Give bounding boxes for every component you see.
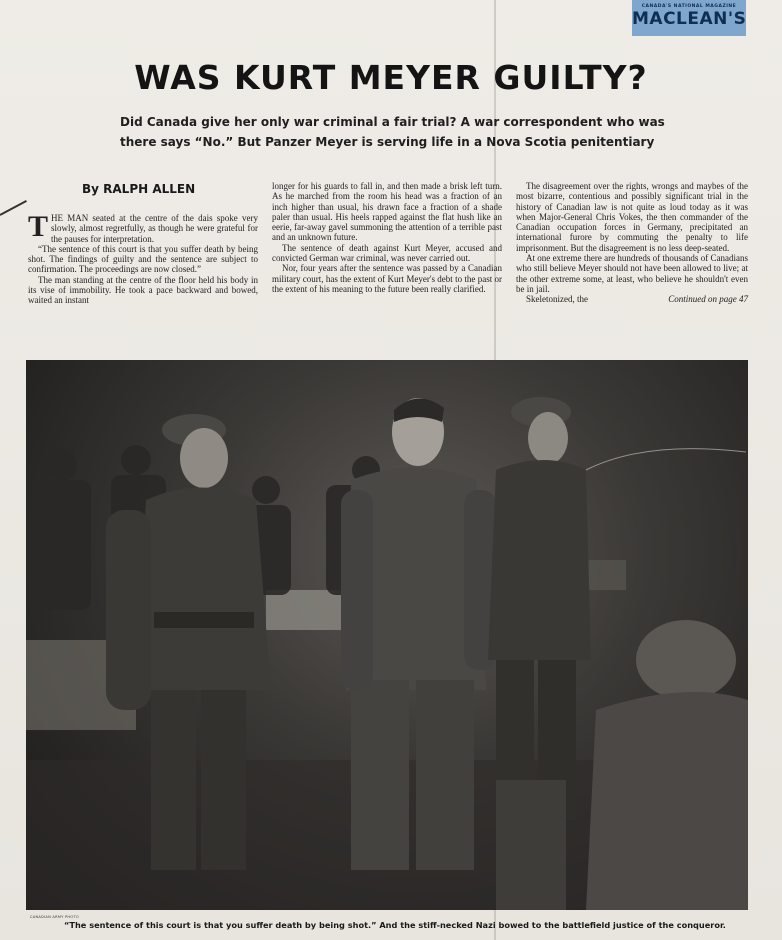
article-column-2 (272, 181, 502, 294)
masthead-subtitle: CANADA'S NATIONAL MAGAZINE (641, 4, 737, 9)
deck-subheading (120, 112, 666, 152)
print-crack (586, 449, 746, 470)
last-line-text: Skeletonized, the (526, 294, 588, 305)
headline: WAS KURT MEYER GUILTY? (134, 58, 648, 97)
byline: By RALPH ALLEN (82, 182, 196, 196)
photo-illustration (26, 360, 748, 910)
paragraph: At one extreme there are hundreds of thousands of Canadians who still believe Meyer should not have been allowed to live; at the other extreme some, at least, who believe he shouldn't even be in jail. (516, 253, 748, 294)
masthead-logo: MACLEAN'S (632, 9, 747, 29)
masthead-badge (632, 0, 746, 36)
deck-line-1: Did Canada give her only war criminal a fair trial? A war correspondent who was (120, 115, 665, 129)
paragraph: The sentence of death against Kurt Meyer, accused and convicted German war criminal, was never carried out. (272, 242, 502, 264)
continued-note: Continued on page 47 (668, 294, 748, 305)
paragraph: longer for his guards to fall in, and then made a brisk left turn. As he marched from the room his head was a fraction of an inch higher than usual, his drawn face a fraction of a shade paler than usual. His heels rapped against the flat hush like an eerie, far-away gavel summoning the attention of a terrible past and an unknown future. (272, 181, 502, 243)
drop-cap: T (28, 210, 49, 243)
courtroom-photo (26, 360, 748, 910)
guard-right (488, 397, 591, 820)
article-column-3 (516, 181, 748, 305)
photo-credit: CANADIAN ARMY PHOTO (30, 915, 79, 919)
paragraph: Nor, four years after the sentence was passed by a Canadian military court, has the extent of Kurt Meyer's debt to the past or the extent of his meaning to the future been really clarified. (272, 263, 502, 294)
pen-mark (0, 200, 27, 216)
paragraph: “The sentence of this court is that you suffer death by being shot. The findings of guilty and the sentence are subject to confirmation. The proceedings are now closed.” (28, 243, 258, 275)
photo-caption: “The sentence of this court is that you suffer death by being shot.” And the stiff-necked Nazi bowed to the battlefield justice of the conqueror. (64, 920, 726, 930)
paragraph: THE MAN seated at the centre of the dais spoke very slowly, almost regretfully, as though he were grateful for the pauses for interpretation. (28, 210, 258, 244)
paragraph: The disagreement over the rights, wrongs and maybes of the most bizarre, contentious and possibly significant trial in the history of Canadian law is not quite as loud today as it was when Major-General Chris Vokes, the then commander of the Canadian occupation forces in Germany, precipitated an international furore by commuting the penalty to life imprisonment. But the disagreement is no less deep-seated. (516, 181, 748, 253)
paragraph (516, 294, 748, 304)
deck-line-2: there says “No.” But Panzer Meyer is serving life in a Nova Scotia penitentiary (120, 135, 655, 149)
paragraph: The man standing at the centre of the floor held his body in its vise of immobility. He took a pace backward and bowed, waited an instant (28, 274, 258, 306)
article-column-1 (28, 210, 258, 306)
